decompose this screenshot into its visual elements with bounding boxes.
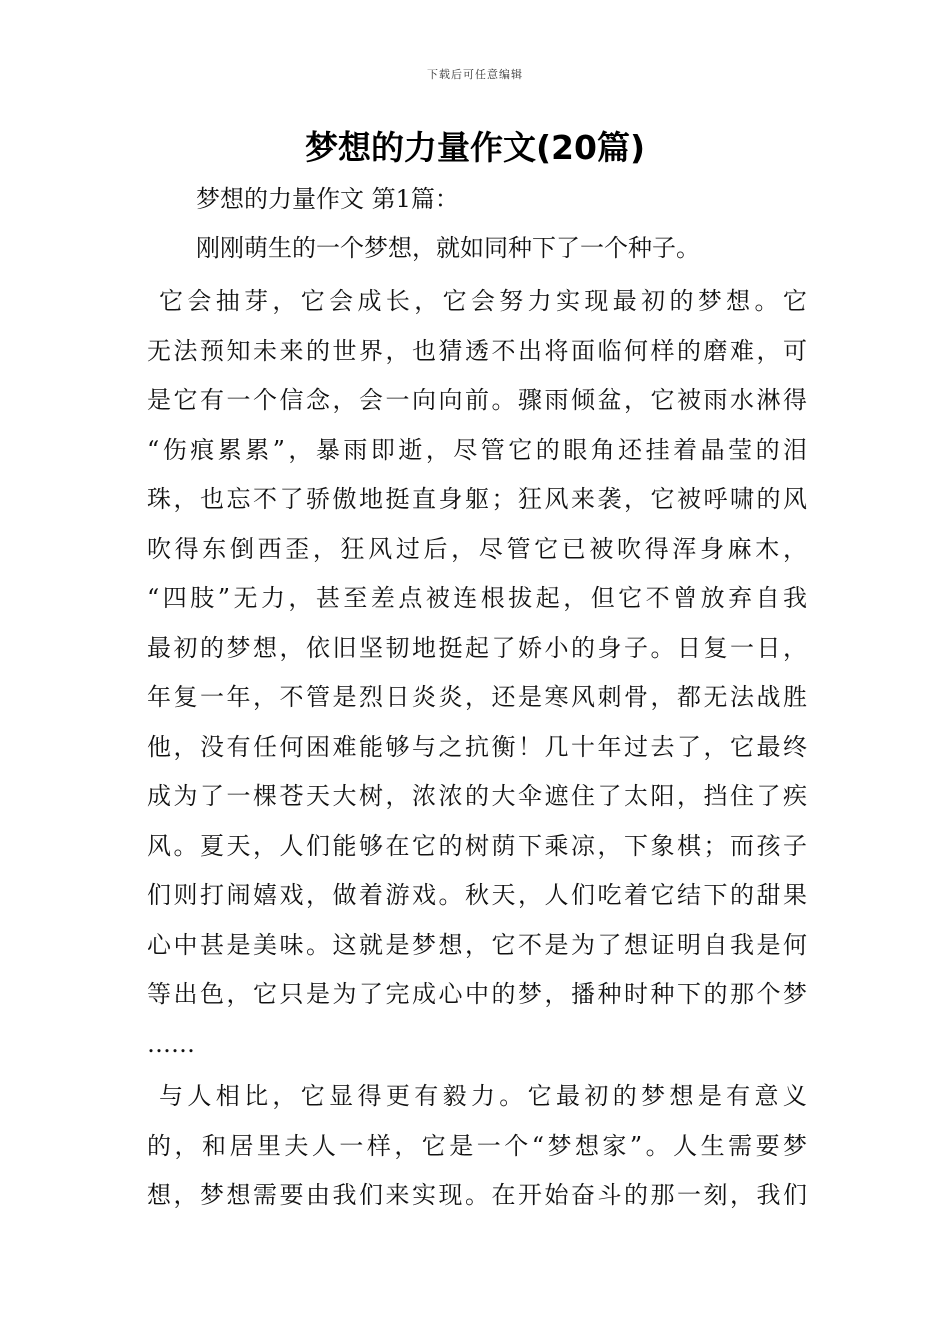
- header-note: 下载后可任意编辑: [427, 68, 523, 81]
- paragraph-line: 等出色，它只是为了完成心中的梦，播种时种下的那个梦: [147, 980, 810, 1008]
- paragraph-line: 无法预知未来的世界，也猜透不出将面临何样的磨难，可: [147, 336, 810, 365]
- paragraph-line: 他，没有任何困难能够与之抗衡！几十年过去了，它最终: [147, 732, 810, 761]
- paragraph-line: 心中甚是美味。这就是梦想，它不是为了想证明自我是何: [147, 930, 810, 959]
- paragraph-2: [147, 1081, 812, 1230]
- paragraph-line: 是它有一个信念，会一向向前。骤雨倾盆，它被雨水淋得: [147, 386, 810, 414]
- paragraph-line: 年复一年，不管是烈日炎炎，还是寒风刺骨，都无法战胜: [147, 683, 810, 711]
- paragraph-line: 想，梦想需要由我们来实现。在开始奋斗的那一刻，我们: [147, 1181, 810, 1209]
- paragraph-line: “伤痕累累”，暴雨即逝，尽管它的眼角还挂着晶莹的泪: [147, 435, 811, 464]
- intro-sentence: 刚刚萌生的一个梦想，就如同种下了一个种子。: [196, 234, 700, 262]
- document-title: 梦想的力量作文(20篇): [304, 128, 646, 167]
- paragraph-line: 它会抽芽，它会成长，它会努力实现最初的梦想。它: [147, 287, 812, 315]
- paragraph-line: 的，和居里夫人一样，它是一个“梦想家”。人生需要梦: [147, 1131, 811, 1160]
- paragraph-line: ……: [147, 1029, 195, 1058]
- paragraph-line: 与人相比，它显得更有毅力。它最初的梦想是有意义: [147, 1082, 812, 1110]
- paragraph-line: 成为了一棵苍天大树，浓浓的大伞遮住了太阳，挡住了疾: [147, 782, 810, 810]
- essay-subtitle: 梦想的力量作文 第1篇：: [196, 185, 459, 213]
- paragraph-line: 风。夏天，人们能够在它的树荫下乘凉，下象棋；而孩子: [147, 831, 810, 860]
- paragraph-line: 们则打闹嬉戏，做着游戏。秋天，人们吃着它结下的甜果: [147, 881, 810, 909]
- paragraph-line: “四肢”无力，甚至差点被连根拔起，但它不曾放弃自我: [147, 584, 811, 612]
- paragraph-line: 珠，也忘不了骄傲地挺直身躯；狂风来袭，它被呼啸的风: [147, 485, 810, 513]
- paragraph-line: 吹得东倒西歪，狂风过后，尽管它已被吹得浑身麻木，: [147, 534, 811, 563]
- paragraph-line: 最初的梦想，依旧坚韧地挺起了娇小的身子。日复一日，: [147, 633, 810, 662]
- paragraph-1: [147, 286, 812, 1078]
